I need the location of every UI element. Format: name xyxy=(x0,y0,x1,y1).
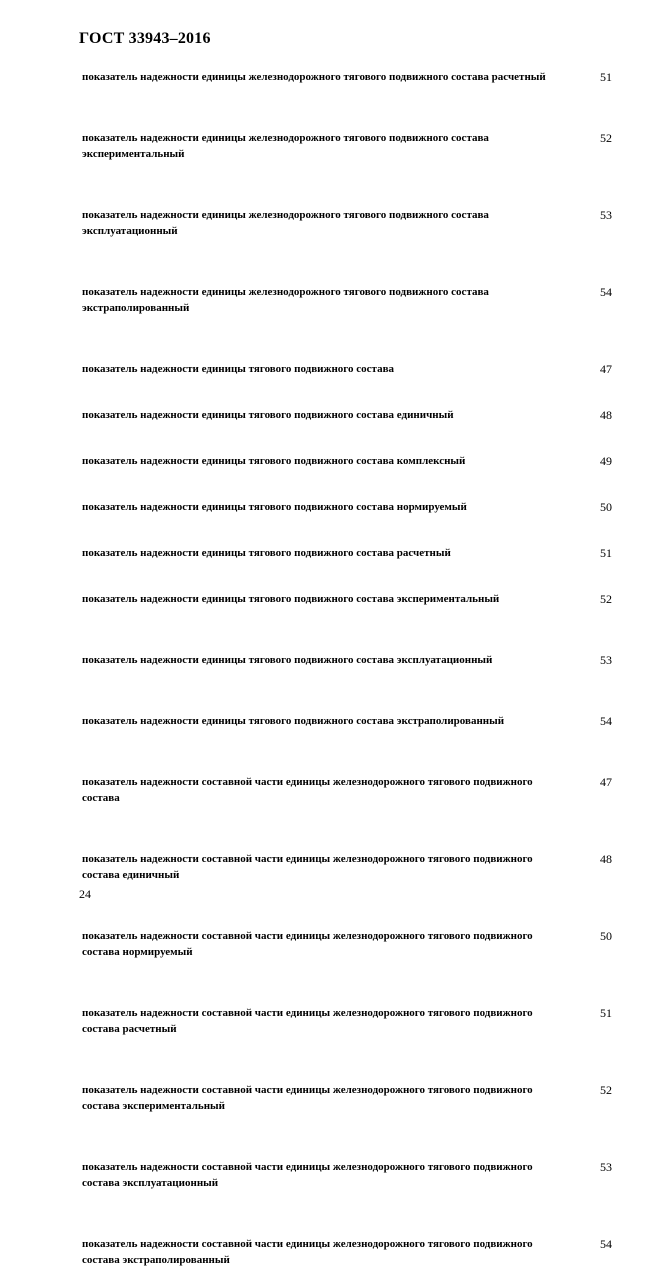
index-page-ref: 49 xyxy=(600,454,612,468)
index-entry xyxy=(82,713,612,729)
index-page-ref: 51 xyxy=(600,70,612,84)
index-page-ref: 53 xyxy=(600,208,612,222)
index-term: показатель надежности единицы тягового подвижного состава экспериментальный xyxy=(82,593,500,605)
index-entry xyxy=(82,652,612,668)
index-page-ref: 52 xyxy=(600,1083,612,1097)
index-page-ref: 48 xyxy=(600,852,612,866)
index-entry xyxy=(82,1159,612,1191)
index-page-ref: 53 xyxy=(600,653,612,667)
index-entry xyxy=(82,1005,612,1037)
index-entry xyxy=(82,453,612,469)
index-term: показатель надежности составной части единицы железнодорожного тягового подвижного состава нормируемый xyxy=(82,930,533,958)
index-entry xyxy=(82,207,612,239)
index-page-ref: 51 xyxy=(600,1006,612,1020)
index-entry xyxy=(82,1082,612,1114)
index-term: показатель надежности единицы тягового подвижного состава единичный xyxy=(82,409,454,421)
index-page-ref: 53 xyxy=(600,1160,612,1174)
index-term: показатель надежности единицы железнодорожного тягового подвижного состава эксплуатационный xyxy=(82,209,489,237)
index-term: показатель надежности составной части единицы железнодорожного тягового подвижного состава экспериментальный xyxy=(82,1084,533,1112)
index-term: показатель надежности единицы тягового подвижного состава эксплуатационный xyxy=(82,654,493,666)
index-page-ref: 50 xyxy=(600,929,612,943)
index-entry xyxy=(82,407,612,423)
index-entry xyxy=(82,774,612,806)
index-term: показатель надежности единицы тягового подвижного состава нормируемый xyxy=(82,501,467,513)
index-page-ref: 52 xyxy=(600,131,612,145)
index-page-ref: 54 xyxy=(600,714,612,728)
index-term: показатель надежности единицы тягового подвижного состава экстраполированный xyxy=(82,715,505,727)
index-term: показатель надежности единицы железнодорожного тягового подвижного состава расчетный xyxy=(82,71,546,83)
index-entry xyxy=(82,545,612,561)
index-page-ref: 51 xyxy=(600,546,612,560)
index-term: показатель надежности единицы тягового подвижного состава расчетный xyxy=(82,547,451,559)
index-entry xyxy=(82,69,612,85)
index-entry xyxy=(82,361,612,377)
index-page-ref: 47 xyxy=(600,362,612,376)
index-page-ref: 50 xyxy=(600,500,612,514)
index-entry xyxy=(82,851,612,883)
index-entry xyxy=(82,284,612,316)
index-term: показатель надежности составной части единицы железнодорожного тягового подвижного состава эксплуатационный xyxy=(82,1161,533,1189)
document-code: ГОСТ 33943–2016 xyxy=(79,30,211,47)
index-entry xyxy=(82,591,612,607)
index-term: показатель надежности составной части единицы железнодорожного тягового подвижного состава xyxy=(82,776,533,804)
index-page-ref: 54 xyxy=(600,1237,612,1251)
index-page-ref: 48 xyxy=(600,408,612,422)
index-term: показатель надежности составной части единицы железнодорожного тягового подвижного состава единичный xyxy=(82,853,533,881)
index-term: показатель надежности единицы тягового подвижного состава комплексный xyxy=(82,455,466,467)
index-term: показатель надежности единицы тягового подвижного состава xyxy=(82,363,395,375)
index-page-ref: 47 xyxy=(600,775,612,789)
index-list xyxy=(82,69,612,1268)
index-term: показатель надежности составной части единицы железнодорожного тягового подвижного состава экстраполированный xyxy=(82,1238,533,1266)
index-page-ref: 54 xyxy=(600,285,612,299)
index-term: показатель надежности единицы железнодорожного тягового подвижного состава экспериментальный xyxy=(82,132,489,160)
index-term: показатель надежности единицы железнодорожного тягового подвижного состава экстраполированный xyxy=(82,286,489,314)
index-entry xyxy=(82,928,612,960)
index-term: показатель надежности составной части единицы железнодорожного тягового подвижного состава расчетный xyxy=(82,1007,533,1035)
index-entry xyxy=(82,499,612,515)
index-page-ref: 52 xyxy=(600,592,612,606)
page-number: 24 xyxy=(79,887,91,901)
index-entry xyxy=(82,130,612,162)
index-entry xyxy=(82,1236,612,1268)
